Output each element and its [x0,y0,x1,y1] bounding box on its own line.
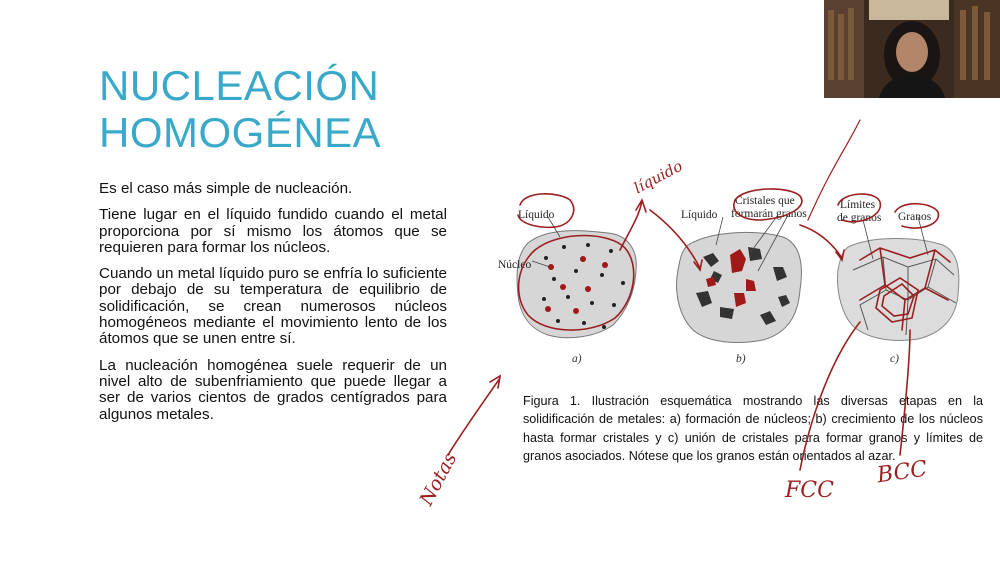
slide-title [99,62,381,156]
ink-label-fcc: FCC [785,478,834,503]
paragraph-1: Es el caso más simple de nucleación. [99,180,353,197]
label-limites-2: de granos [837,212,882,224]
title-line-2: HOMOGÉNEA [99,109,382,156]
label-nucleo: Núcleo [498,259,532,271]
sublabel-c: c) [890,353,899,365]
label-liquido-b: Líquido [681,209,718,221]
label-cristales-2: formarán granos [731,208,807,220]
label-granos: Granos [898,211,932,223]
sublabel-a: a) [572,353,582,365]
blob-b [677,232,802,342]
label-liquido-a: Líquido [518,209,555,221]
body-text [99,181,447,433]
paragraph-3: Cuando un metal líquido puro se enfría lo suficiente por debajo de su temperatura de equilibrio de solidificación, se crean numerosos núcleos homogéneos mediante el movimiento lento de los átomos que se unen entre sí. [99,265,447,348]
label-cristales-1: Cristales que [735,195,795,207]
paragraph-4: La nucleación homogénea suele requerir de un nivel alto de subenfriamiento que puede llegar a ser de varios cientos de grados centígrados para algunos metales. [99,356,447,423]
presenter-video-icon [824,0,1000,98]
label-limites-1: Límites [840,199,876,211]
ink-label-notas: Notas [415,448,462,510]
blob-a [517,231,636,338]
blob-c [838,239,959,341]
ink-arrow-notas [448,376,500,455]
solidification-figure [488,175,978,375]
paragraph-2: Tiene lugar en el líquido fundido cuando el metal proporciona por sí mismo los átomos que se requieren para formar los núcleos. [99,206,447,256]
ink-label-liquido: líquido [630,156,686,198]
webcam-overlay [824,0,1000,98]
title-line-1: NUCLEACIÓN [99,62,380,109]
sublabel-b: b) [736,353,746,365]
figure-illustration [488,175,978,375]
figure-caption: Figura 1. Ilustración esquemática mostrando las diversas etapas en la solidificación de metales: a) formación de núcleos; b) crecimiento de los núcleos hasta formar cristales y c) unión de cristales para formar granos y límites de granos asociados. Nótese que los granos están orientados al azar. [523,394,983,464]
ink-label-bcc: BCC [875,456,929,489]
